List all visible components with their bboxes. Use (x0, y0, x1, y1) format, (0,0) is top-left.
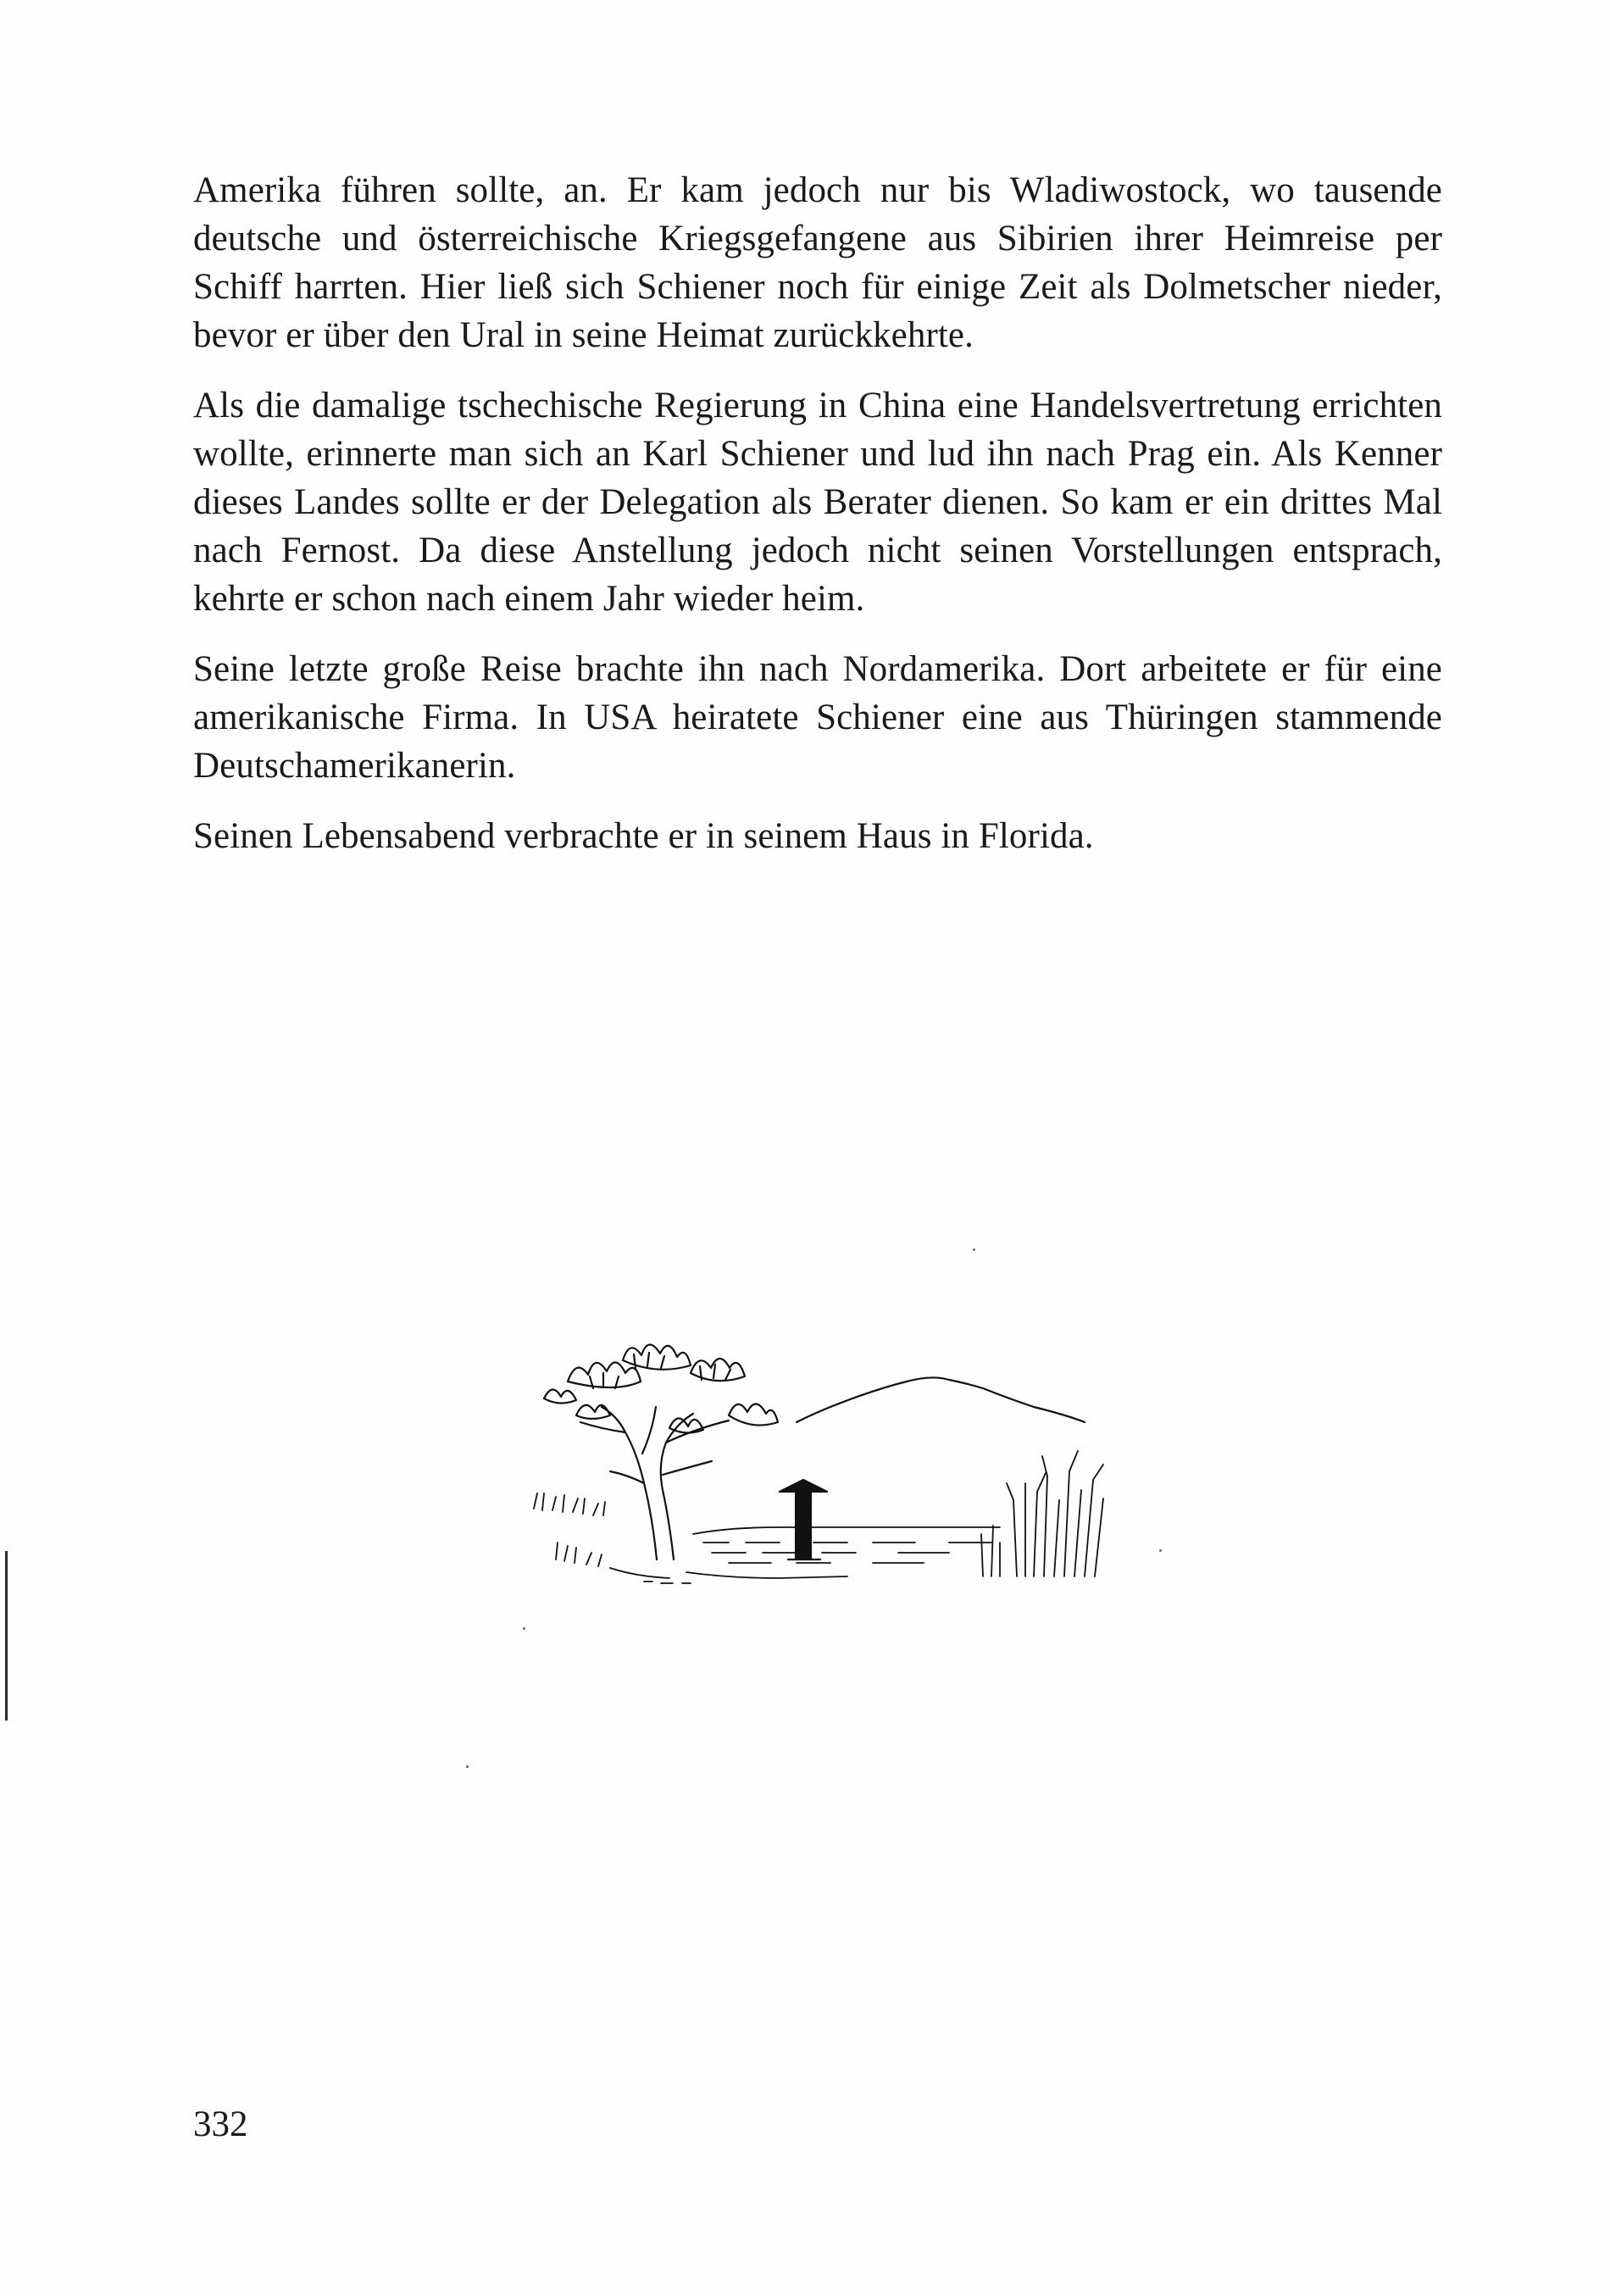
body-text (193, 166, 1442, 882)
paragraph-4: Seinen Lebensabend verbrachte er in seinem Haus in Florida. (193, 816, 1094, 856)
mountain-line (830, 1377, 1085, 1422)
landscape-illustration (475, 1280, 1119, 1585)
grass (534, 1493, 691, 1583)
paragraph-3: Seine letzte große Reise brachte ihn nach Nordamerika. Dort arbeitete er für eine amerikanische Firma. In USA heiratete Schiener eine aus Thüringen stammende Deutschamerikanerin. (193, 649, 1442, 786)
page-edge-mark (5, 1551, 8, 1721)
paper-speck (1159, 1549, 1162, 1552)
water-lines (686, 1527, 1000, 1578)
page-number: 332 (193, 2104, 248, 2144)
paragraph-2: Als die damalige tschechische Regierung in China eine Handelsvertretung errichten wollte, erinnerte man sich an Karl Schiener und lud ihn nach Prag ein. Als Kenner dieses Landes sollte er der Delegation als Berater dienen. So kam er ein drittes Mal nach Fernost. Da diese Anstellung jedoch nicht seinen Vorstellungen entsprach, kehrte er schon nach einem Jahr wieder heim. (193, 386, 1442, 619)
tree-foliage (544, 1344, 778, 1432)
paper-speck (466, 1765, 469, 1768)
paper-speck (523, 1627, 525, 1630)
reeds (981, 1451, 1103, 1576)
paragraph-1: Amerika führen sollte, an. Er kam jedoch nur bis Wladiwostock, wo tausende deutsche und österreichische Kriegsgefangene aus Sibirien ihrer Heimreise per Schiff harrten. Hier ließ sich Schiener noch für einige Zeit als Dolmetscher nieder, bevor er über den Ural in seine Heimat zurückkehrte. (193, 170, 1442, 355)
paper-speck (973, 1248, 975, 1251)
figure-with-hat (780, 1480, 827, 1559)
